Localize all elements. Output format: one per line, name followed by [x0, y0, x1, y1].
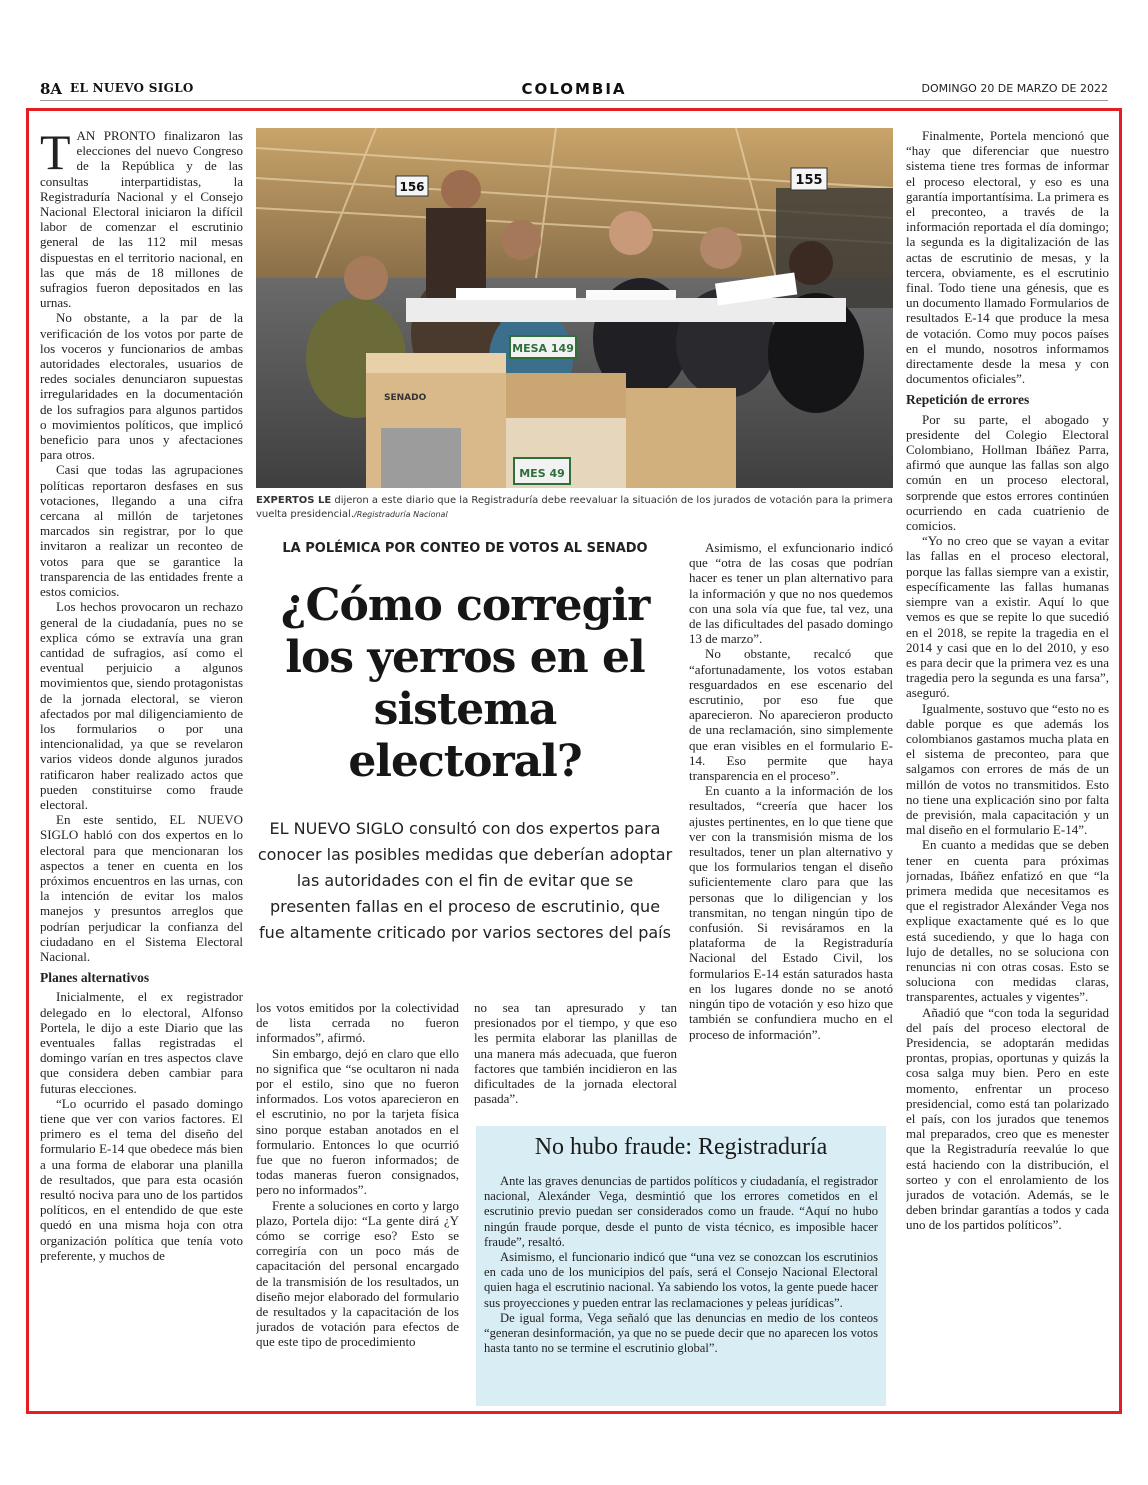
- article-dek: EL NUEVO SIGLO consultó con dos expertos para conocer las posibles medidas que deberían adoptar las autoridades con el fin de evitar que se presenten fallas en el proceso de escrutinio, que fue altamente criticado por varios sectores del país: [257, 819, 673, 942]
- table-sign-155: 155: [795, 173, 823, 188]
- sidebar-box: [476, 1126, 886, 1406]
- paragraph: los votos emitidos por la colectividad de lista cerrada no fueron informados”, afirmó.: [256, 1000, 459, 1046]
- paragraph: Los hechos provocaron un rechazo general de la ciudadanía, pues no se explica cómo se extravía una gran cantidad de sufragios, así como el eventual perjuicio a algunos movimientos que, siendo protagonistas de la jornada electoral, se vieron afectados por mal diligenciamiento de los formularios o por una intencionalidad, ya que se revelaron varios videos donde algunos jurados ratificaron haber realizado actos que pueden constituirse como fraude electoral.: [40, 599, 243, 812]
- paragraph: De igual forma, Vega señaló que las denuncias en medio de los conteos “generan desinformación, ya que no se puede decir que no aparecen los votos hasta tanto no se termine el escrutinio global”.: [484, 1310, 878, 1356]
- box-number: MES 49: [519, 467, 565, 480]
- subheading-planes-alternativos: Planes alternativos: [40, 970, 150, 986]
- paragraph: En cuanto a la información de los resultados, “creería que hacer los ajustes pertinentes, en lo que tiene que ver con la transmisión misma de los resultados, tener un plan alternativo y que los formularios tengan el diseño suficientemente claro para que las personas que lo diligencian y los transmitan, no tengan ningún tipo de confusión. Si revisáramos en la plataforma de la Registraduría Nacional del Estado Civil, los formularios E-14 están saturados hasta en los lugares donde no se anotó ningún tipo de votación y eso hizo que también se confundiera mucho en el proceso de información”.: [689, 783, 893, 1042]
- publication-name: EL NUEVO SIGLO: [70, 81, 194, 95]
- paragraph: “Yo no creo que se vayan a evitar las fallas en el proceso electoral, porque las fallas siempre van a existir, específicamente las fallas humanas siempre van a existir. Aquí lo que vemos es que se repite lo que sucedió en el 2018, se repite la tragedia en el 2014 y casi que en lo del 2010, y eso es para decir que la primera vez es una tragedia pero la segunda es una farsa”, aseguró.: [906, 533, 1109, 701]
- header-rule: [40, 100, 1108, 101]
- paragraph: No obstante, a la par de la verificación de los votos por parte de los voceros y funcionarios de ambas autoridades electorales, usuarios de redes sociales denunciaron supuestas irregularidades en la documentación de los sufragios para algunos partidos o movimientos políticos, que implicó beneficio para unos y afectaciones para otros.: [40, 310, 243, 463]
- box-label: SENADO: [384, 393, 427, 403]
- photo-illustration: [256, 128, 893, 488]
- article-kicker: LA POLÉMICA POR CONTEO DE VOTOS AL SENADO: [282, 541, 648, 556]
- paragraph: Asimismo, el funcionario indicó que “una vez se conozcan los escrutinios en cada uno de los municipios del país, será el Consejo Nacional Electoral quien haga el escrutinio nacional. Ya sabiendo los votos, la gente puede hacer sus proyecciones y pueden entrar las reclamaciones y peleas jurídicas”.: [484, 1250, 878, 1310]
- paragraph: Finalmente, Portela mencionó que “hay que diferenciar que nuestro sistema tiene tres formas de informar el proceso electoral, y eso es una garantía importantísima. La primera es el preconteo, a través de la información reportada el día domingo; la segunda es la digitalización de las actas de escrutinio de mesas, y la tercera, obviamente, es el escrutinio final. Todo tiene una génesis, que es un documento llamado Formularios de resultados E-14 que produce la mesa de votación. Como muy pocos países en el mundo, nosotros informamos directamente desde la mesa y con documentos oficiales”.: [906, 128, 1109, 387]
- sidebar-title: No hubo fraude: Registraduría: [534, 1134, 828, 1160]
- photo-credit: /Registraduría Nacional: [354, 510, 448, 519]
- page-date: DOMINGO 20 DE MARZO DE 2022: [921, 82, 1108, 95]
- page-header: [40, 80, 1108, 102]
- paragraph: “Lo ocurrido el pasado domingo tiene que ver con varios factores. El primero es el tema del diseño del formulario E-14 que obedece más bien a una forma de elaborar una planilla de resultados, que para esta ocasión resultó nociva para uno de los partidos políticos, en el entendido de que este quedó en una misma hoja con otra organización política que tenía voto preferente, y muchos de: [40, 1095, 243, 1263]
- column-5: [906, 128, 1109, 1403]
- paragraph: Frente a soluciones en corto y largo plazo, Portela dijo: “La gente dirá ¿Y cómo se corrige eso? Esto se corregiría con un poco más de capacitación del personal encargado de la transmisión de los resultados, un diseño mejor elaborado del formulario de resultados y la capacitación de los jurados de votación para efectos de que este tipo de procedimiento: [256, 1197, 459, 1350]
- drop-cap: T: [40, 128, 71, 180]
- paragraph: Casi que todas las agrupaciones políticas reportaron desfases en sus votaciones, llegando a una cifra cercana al millón de tarjetones marcados sin registrar, por lo que invitaron a realizar un reconteo de votos para que se garantice la transparencia de las entidades frente a estos comicios.: [40, 462, 243, 600]
- paragraph: Ante las graves denuncias de partidos políticos y ciudadanía, el registrador nacional, Alexánder Vega, desmintió que los errores cometidos en el escrutinio previo puedan ser considerados como un fraude. “Aquí no hubo ningún fraude porque, desde el punto de vista técnico, es imposible hacer fraude”, resaltó.: [484, 1174, 878, 1249]
- column-1: [40, 128, 243, 1403]
- sidebar-body: [484, 1174, 878, 1356]
- column-4: [689, 540, 893, 1110]
- subheading-repeticion-de-errores: Repetición de errores: [906, 392, 1030, 408]
- table-sign-156: 156: [399, 180, 425, 194]
- page-number: 8A: [40, 80, 63, 98]
- column-2: [256, 1000, 459, 1405]
- paragraph: Añadió que “con toda la seguridad del país del proceso electoral de Presidencia, se adoptarán medidas prontas, propias, oportunas y quizás la cosa salga muy bien. Pero en este momento, enfrentar un proceso presidencial, como está tan polarizado el país, con los jurados que tenemos mal preparados, creo que es menester que la Registraduría reevalúe lo que está haciendo con la distribución, el sorteo y con el enrolamiento de los jurados de votación. Además, se le deben brindar garantías a todos y cada uno de los partidos políticos”.: [906, 1004, 1109, 1233]
- paragraph: no sea tan apresurado y tan presionados por el tiempo, y que eso les permita elaborar las planillas de una manera más adecuada, que fueron factores que también incidieron en las dificultades de la jornada electoral pasada”.: [474, 1000, 677, 1107]
- column-3: [474, 1000, 677, 1120]
- paragraph: No obstante, recalcó que “afortunadamente, los votos estaban resguardados en ese escenario del escrutinio, por eso fue que aparecieron. No aparecieron producto de una reclamación, sino simplemente que eran visibles en el formulario E-14. Eso permite que haya transparencia en el proceso”.: [689, 646, 893, 784]
- paragraph: AN PRONTO finalizaron las elecciones del nuevo Congreso de la República y de las consultas interpartidistas, la Registraduría Nacional y el Consejo Nacional Electoral iniciaron la difícil labor de comenzar el escrutinio general de las 112 mil mesas dispuestas en el territorio nacional, en las que más de 18 millones de sufragios fueron depositados en las urnas.: [40, 128, 243, 311]
- article-photo: [256, 128, 893, 488]
- paragraph: Igualmente, sostuvo que “esto no es dable porque es que además los colombianos gastamos mucha plata en el sistema de preconteo, para que salgamos con errores de más de un millón de votos no transmitidos. Esto no tiene una explicación sino por falta de previsión, mala capacitación y un mal diseño en el formulario E-14”.: [906, 700, 1109, 838]
- paragraph: Por su parte, el abogado y presidente del Colegio Electoral Colombiano, Hollman Ibáñez Parra, afirmó que aunque las fallas son algo común en un proceso electoral, sorprende que estos errores continúen ocurriendo en cada cuatrienio de comicios.: [906, 411, 1109, 534]
- section-name: COLOMBIA: [521, 80, 627, 98]
- paragraph: Asimismo, el exfuncionario indicó que “otra de las cosas que podrían hacer es tener un plan alternativo para la información y que no nos quedemos con una sola vía que fue, tal vez, una de las dificultades del pasado domingo 13 de marzo”.: [689, 540, 893, 647]
- paragraph: En cuanto a medidas que se deben tener en cuenta para próximas jornadas, Ibáñez enfatizó en que “la primera medida que necesitamos es que el registrador Alexánder Vega nos explique exactamente qué es lo que está sucediendo, y que lo haga con lujo de detalles, no se soluciona con renuncias ni con otras cosas. Esto se soluciona con medidas claras, transparentes, actuales y vigentes”.: [906, 837, 1109, 1005]
- mesa-sign: MESA 149: [512, 342, 574, 355]
- photo-caption: [256, 494, 893, 522]
- paragraph: Sin embargo, dejó en claro que ello no significa que “se ocultaron ni nada por el estilo, sino que no fueron informados. Los votos aparecieron en el escrutinio, no por la tarjeta física sino porque estaban anotados en el formulario. Entonces lo que ocurrió fue que no fueron informados; de todas maneras fueron consignados, pero no informados”.: [256, 1045, 459, 1198]
- paragraph: En este sentido, EL NUEVO SIGLO habló con dos expertos en lo electoral para que mencionaran los aspectos a tener en cuenta en los próximos encuentros en las urnas, con la intención de evitar los malos manejos y presuntos arreglos que podrían perjudicar la confianza del ciudadano en el Sistema Electoral Nacional.: [40, 812, 243, 964]
- paragraph: Inicialmente, el ex registrador delegado en lo electoral, Alfonso Portela, le dijo a este Diario que las eventuales fallas registradas el domingo varían en tres aspectos clave que considera deben cambiar para futuras elecciones.: [40, 989, 243, 1096]
- caption-text: dijeron a este diario que la Registraduría debe reevaluar la situación de los jurados de votación para la primera vuelta presidencial.: [256, 495, 893, 520]
- article-headline: ¿Cómo corregir los yerros en el sistema electoral?: [280, 580, 650, 787]
- caption-lead: EXPERTOS LE: [256, 495, 332, 506]
